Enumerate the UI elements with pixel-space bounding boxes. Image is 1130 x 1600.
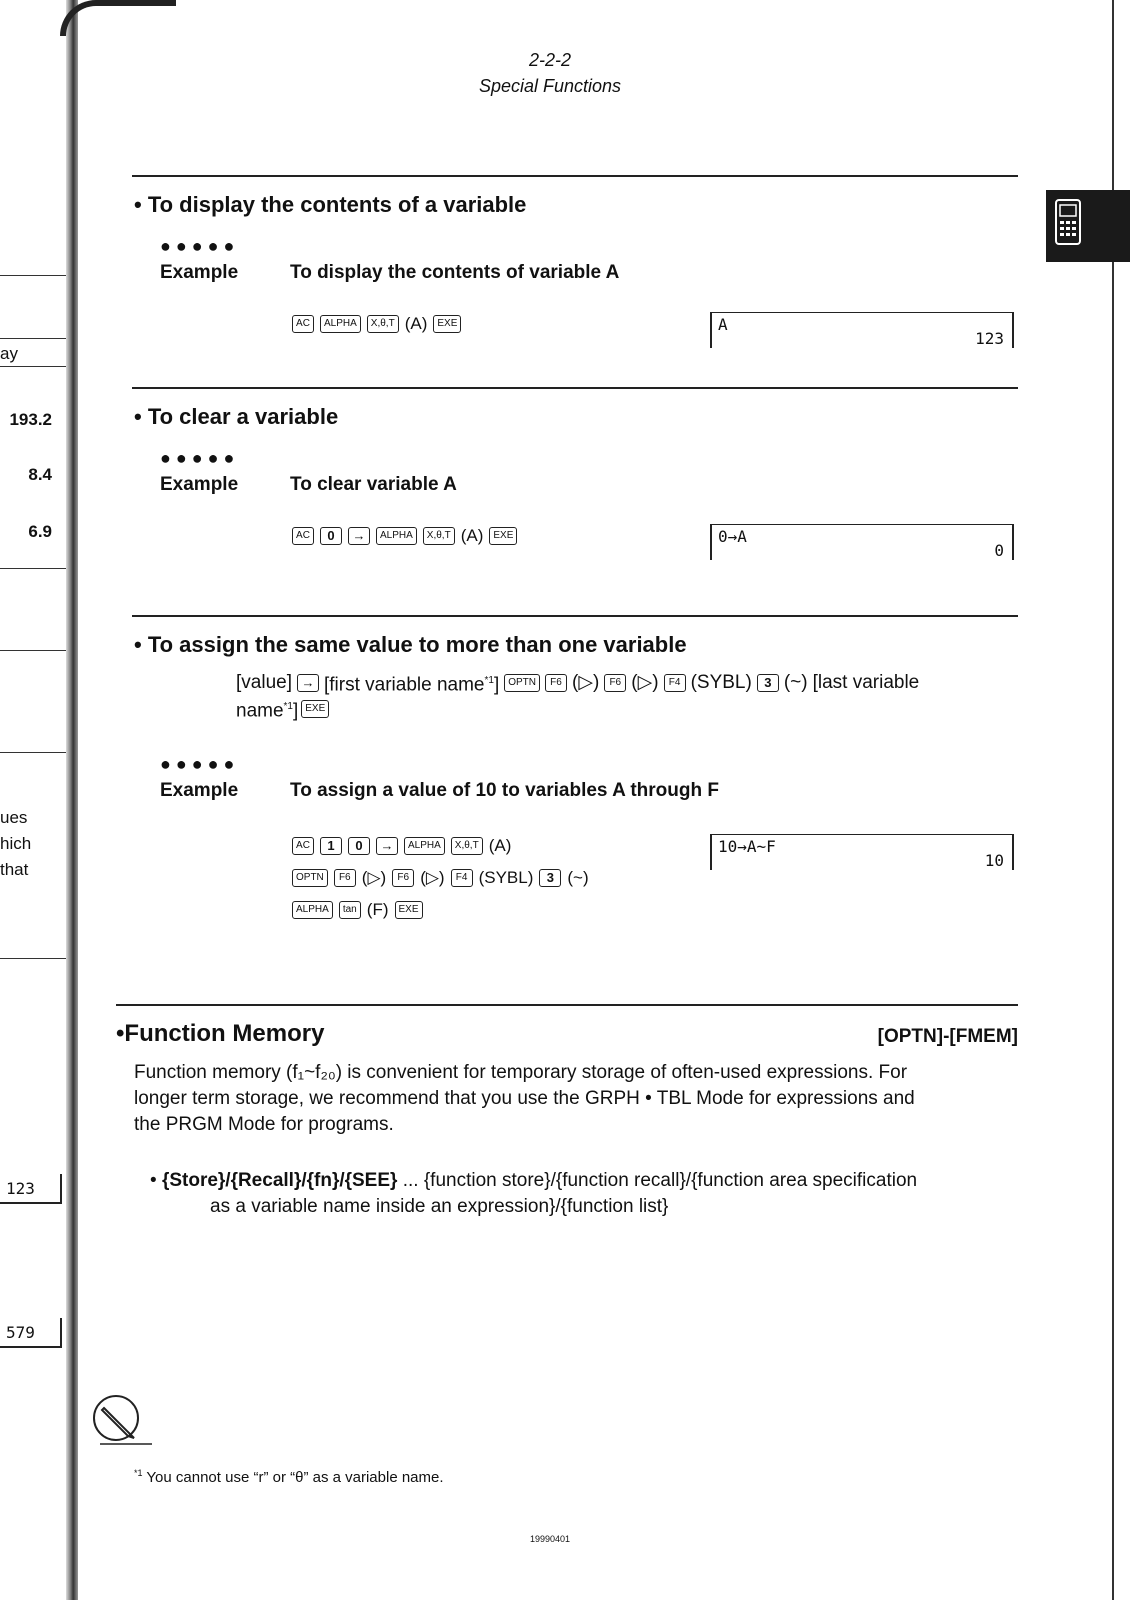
key-sequence-row-1 xyxy=(292,836,511,856)
key-assign-arrow: → xyxy=(297,674,319,692)
key-f6: F6 xyxy=(545,674,567,692)
key-alpha: ALPHA xyxy=(404,837,445,855)
calculator-display xyxy=(710,834,1014,870)
strip-number: 8.4 xyxy=(28,465,52,484)
syntax-line-2 xyxy=(236,694,329,724)
display-line-1: 10→A~F xyxy=(718,837,776,856)
example-dots: ●●●●● xyxy=(160,754,240,774)
strip-divider xyxy=(0,366,66,367)
key-0: 0 xyxy=(320,527,342,545)
section-title-text: To assign the same value to more than one variable xyxy=(147,632,687,657)
chapter-tab xyxy=(1046,190,1130,262)
key-sequence xyxy=(292,526,517,546)
key-alpha: ALPHA xyxy=(292,901,333,919)
key-assign-arrow: → xyxy=(376,837,398,855)
key-sequence xyxy=(292,314,461,334)
key-caption: (A) xyxy=(404,314,428,333)
book-binding-curve xyxy=(60,0,176,36)
syntax-text: name$^{*1}$] xyxy=(236,700,299,722)
calculator-display xyxy=(710,312,1014,348)
calculator-icon xyxy=(1046,190,1130,262)
example-dots: ●●●●● xyxy=(160,448,240,468)
strip-divider xyxy=(0,752,66,753)
key-sequence-row-2 xyxy=(292,868,589,888)
page-code: 19990401 xyxy=(529,1534,571,1544)
strip-number: 6.9 xyxy=(28,522,52,541)
section-title: • To display the contents of a variable xyxy=(134,192,527,217)
strip-fragment: ues xyxy=(0,808,28,827)
key-exe: EXE xyxy=(433,315,461,333)
key-caption: (SYBL) xyxy=(690,672,752,694)
key-assign-arrow: → xyxy=(348,527,370,545)
chapter-title: Special Functions xyxy=(478,76,622,96)
key-xthetat: X,θ,T xyxy=(451,837,483,855)
key-0: 0 xyxy=(348,837,370,855)
example-label: Example xyxy=(160,780,239,801)
strip-fragment: ay xyxy=(0,344,18,363)
section-title-text: To clear a variable xyxy=(147,404,339,429)
paragraph-line: the PRGM Mode for programs. xyxy=(134,1114,394,1135)
key-caption: (▷) xyxy=(361,868,387,887)
footnote-mark: *1 xyxy=(134,1468,143,1478)
key-xthetat: X,θ,T xyxy=(423,527,455,545)
key-optn: OPTN xyxy=(292,869,328,887)
book-binding xyxy=(66,0,78,1600)
function-memory-heading: •Function Memory xyxy=(116,1020,325,1047)
key-ac: AC xyxy=(292,527,314,545)
section-title-text: To display the contents of a variable xyxy=(147,192,527,217)
function-key-description: ... {function store}/{function recall}/{function area specification xyxy=(397,1170,918,1191)
key-caption: (▷) xyxy=(572,672,600,694)
key-alpha: ALPHA xyxy=(320,315,361,333)
function-key-names: {Store}/{Recall}/{fn}/{SEE} xyxy=(161,1170,398,1191)
key-exe: EXE xyxy=(395,901,423,919)
footnote xyxy=(134,1468,444,1486)
key-caption: (~) xyxy=(783,672,808,694)
key-ac: AC xyxy=(292,837,314,855)
key-xthetat: X,θ,T xyxy=(367,315,399,333)
key-optn: OPTN xyxy=(504,674,540,692)
function-memory-title: Function Memory xyxy=(124,1020,325,1047)
function-key-bullet: • {Store}/{Recall}/{fn}/{SEE} ... {function store}/{function recall}/{function area specification xyxy=(150,1170,918,1191)
display-line-1: A xyxy=(718,315,728,334)
strip-divider xyxy=(0,338,66,339)
example-label: Example xyxy=(160,474,239,495)
key-exe: EXE xyxy=(301,700,329,718)
strip-lcd: 579 xyxy=(0,1318,62,1348)
key-caption: (▷) xyxy=(631,672,659,694)
footnote-text: You cannot use “r” or “θ” as a variable name. xyxy=(146,1469,444,1486)
strip-fragment: hich xyxy=(0,834,32,853)
strip-divider xyxy=(0,568,66,569)
key-caption: (A) xyxy=(488,836,512,855)
strip-lcd: 123 xyxy=(0,1174,62,1204)
key-alpha: ALPHA xyxy=(376,527,417,545)
key-ac: AC xyxy=(292,315,314,333)
syntax-text: [first variable name$^{*1}$] xyxy=(323,674,500,696)
menu-path: [OPTN]-[FMEM] xyxy=(877,1026,1018,1047)
key-3: 3 xyxy=(757,674,779,692)
syntax-text: [value] xyxy=(236,672,292,694)
strip-divider xyxy=(0,958,66,959)
key-1: 1 xyxy=(320,837,342,855)
key-3: 3 xyxy=(539,869,561,887)
section-rule xyxy=(132,387,1018,389)
key-f4: F4 xyxy=(451,869,473,887)
section-title: • To clear a variable xyxy=(134,404,339,429)
display-line-2: 0 xyxy=(994,541,1004,560)
paragraph-line: longer term storage, we recommend that you use the GRPH • TBL Mode for expressions and xyxy=(134,1088,915,1109)
example-dots: ●●●●● xyxy=(160,236,240,256)
key-sequence-row-3 xyxy=(292,900,423,920)
section-rule xyxy=(116,1004,1018,1006)
section-rule xyxy=(132,175,1018,177)
function-key-bullet-cont: as a variable name inside an expression}/{function list} xyxy=(210,1196,669,1217)
key-f6: F6 xyxy=(604,674,626,692)
strip-number: 193.2 xyxy=(9,410,52,429)
example-description: To assign a value of 10 to variables A through F xyxy=(290,780,719,801)
display-line-1: 0→A xyxy=(718,527,747,546)
key-caption: (▷) xyxy=(420,868,445,887)
key-exe: EXE xyxy=(489,527,517,545)
display-line-2: 123 xyxy=(975,329,1004,348)
key-caption: (F) xyxy=(366,900,389,919)
display-line-2: 10 xyxy=(984,851,1004,870)
key-f6: F6 xyxy=(334,869,356,887)
paragraph-line: Function memory (f₁~f₂₀) is convenient for temporary storage of often-used expressions. For xyxy=(134,1062,908,1083)
key-caption: (~) xyxy=(567,868,589,887)
page-number: 2-2-2 xyxy=(528,50,572,70)
calculator-display xyxy=(710,524,1014,560)
syntax-text: [last variable xyxy=(812,672,920,694)
example-label: Example xyxy=(160,262,239,283)
key-f4: F4 xyxy=(664,674,686,692)
key-tan: tan xyxy=(339,901,361,919)
key-caption: (SYBL) xyxy=(478,868,534,887)
key-caption: (A) xyxy=(460,526,484,545)
example-description: To clear variable A xyxy=(290,474,457,495)
section-title: • To assign the same value to more than one variable xyxy=(134,632,687,657)
strip-fragment: that xyxy=(0,860,29,879)
key-f6: F6 xyxy=(392,869,414,887)
example-description: To display the contents of variable A xyxy=(290,262,620,283)
strip-divider xyxy=(0,275,66,276)
strip-divider xyxy=(0,650,66,651)
section-rule xyxy=(132,615,1018,617)
syntax-line-1 xyxy=(236,668,919,698)
note-pencil-icon xyxy=(90,1392,154,1452)
